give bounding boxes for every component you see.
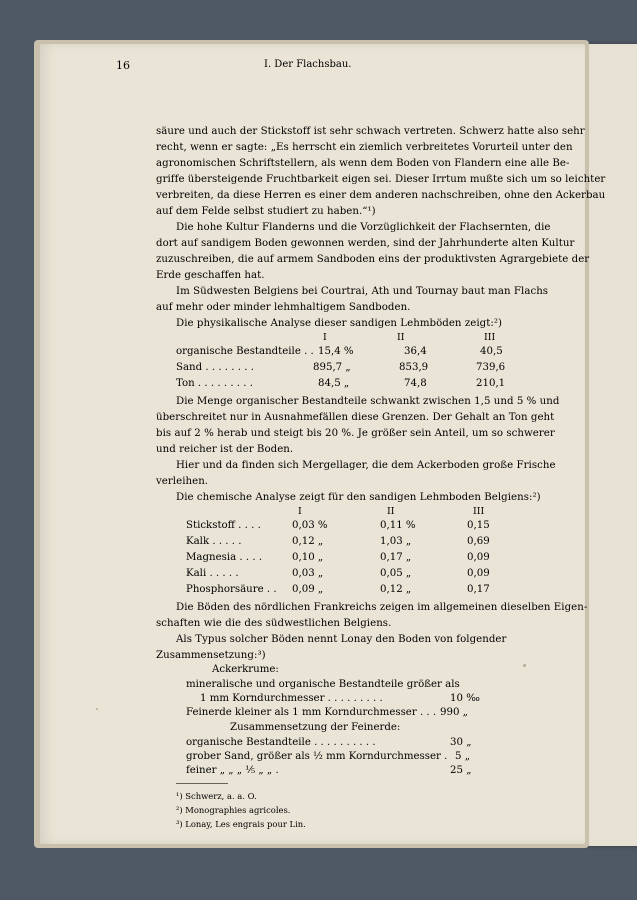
table-cell: 0,12 „ — [380, 584, 412, 595]
composition-value: 990 „ — [440, 707, 468, 718]
text-line: säure und auch der Stickstoff ist sehr schwach vertreten. Schwerz hatte also sehr — [156, 126, 585, 137]
text-line: dort auf sandigem Boden gewonnen werden, sind der Jahrhunderte alten Kultur — [156, 238, 575, 249]
table-cell: 0,12 „ — [292, 536, 324, 547]
text-line: Im Südwesten Belgiens bei Courtrai, Ath und Tournay baut man Flachs — [176, 286, 549, 297]
table-row-label: Phosphorsäure . . — [186, 584, 277, 595]
table-cell: 1,03 „ — [380, 536, 412, 547]
table-cell: 0,09 — [467, 552, 490, 563]
page-header — [116, 59, 516, 75]
table-cell: 210,1 — [476, 378, 506, 389]
column-header: III — [473, 506, 485, 517]
composition-value: 10 ‰ — [450, 693, 480, 704]
table-row-label: Kalk . . . . . — [186, 536, 242, 547]
table-cell: 895,7 „ — [313, 362, 351, 373]
text-line: auf dem Felde selbst studiert zu haben.“¹) — [156, 206, 376, 217]
footnote-rule — [176, 783, 228, 784]
table-cell: 739,6 — [476, 362, 506, 373]
text-line: griffe übersteigende Fruchtbarkeit eigen sei. Dieser Irrtum mußte sich um so leichter — [156, 174, 606, 185]
composition-heading: Ackerkrume: — [212, 664, 279, 675]
text-line: agronomischen Schriftstellern, als wenn dem Boden von Flandern eine alle Be- — [156, 158, 570, 169]
table-cell: 0,09 — [467, 568, 490, 579]
footnote: ²) Monographies agricoles. — [176, 805, 291, 815]
paper-speck — [523, 664, 526, 667]
column-header: II — [387, 506, 395, 517]
table-row-label: Stickstoff . . . . — [186, 520, 261, 531]
text-line: überschreitet nur in Ausnahmefällen diese Grenzen. Der Gehalt an Ton geht — [156, 412, 555, 423]
running-head: I. Der Flachsbau. — [264, 59, 352, 70]
text-line: und reicher ist der Boden. — [156, 444, 294, 455]
text-line: bis auf 2 % herab und steigt bis 20 %. Je größer sein Anteil, um so schwerer — [156, 428, 555, 439]
composition-row-label: Feinerde kleiner als 1 mm Korndurchmesser . . . — [186, 707, 437, 718]
table-cell: 15,4 % — [318, 346, 354, 357]
text-line: verleihen. — [156, 476, 209, 487]
composition-subheading: Zusammensetzung der Feinerde: — [230, 722, 401, 733]
table-cell: 84,5 „ — [318, 378, 350, 389]
table-row-label: Kali . . . . . — [186, 568, 239, 579]
table-cell: 853,9 — [399, 362, 429, 373]
composition-row-label: grober Sand, größer als ½ mm Korndurchmesser . — [186, 751, 448, 762]
table-cell: 0,03 % — [292, 520, 328, 531]
composition-row-label: organische Bestandteile . . . . . . . . . . — [186, 737, 376, 748]
table-cell: 0,69 — [467, 536, 490, 547]
column-header: I — [298, 506, 302, 517]
column-header: I — [323, 332, 327, 343]
table-cell: 40,5 — [480, 346, 503, 357]
table-cell: 0,03 „ — [292, 568, 324, 579]
table-cell: 0,17 „ — [380, 552, 412, 563]
text-line: Die chemische Analyse zeigt für den sandigen Lehmboden Belgiens:²) — [176, 492, 541, 503]
composition-value: 30 „ — [450, 737, 472, 748]
column-header: III — [484, 332, 496, 343]
composition-row-label: 1 mm Korndurchmesser . . . . . . . . . — [200, 693, 383, 704]
composition-row-label: feiner „ „ „ ⅕ „ „ . — [186, 765, 279, 776]
table-row-label: Sand . . . . . . . . — [176, 362, 254, 373]
table-row-label: Ton . . . . . . . . . — [176, 378, 253, 389]
table-cell: 0,15 — [467, 520, 490, 531]
table-cell: 36,4 — [404, 346, 427, 357]
text-line: Die Böden des nördlichen Frankreichs zeigen im allgemeinen dieselben Eigen- — [176, 602, 588, 613]
table-row-label: Magnesia . . . . — [186, 552, 263, 563]
table-cell: 0,10 „ — [292, 552, 324, 563]
composition-row-label: mineralische und organische Bestandteile größer als — [186, 679, 460, 690]
text-line: verbreiten, da diese Herren es einer dem anderen nachschreiben, ohne den Ackerbau — [156, 190, 606, 201]
paper-speck — [96, 708, 98, 710]
text-line: Erde geschaffen hat. — [156, 270, 265, 281]
table-cell: 0,17 — [467, 584, 490, 595]
table-cell: 0,09 „ — [292, 584, 324, 595]
text-line: Die hohe Kultur Flanderns und die Vorzüglichkeit der Flachsernten, die — [176, 222, 551, 233]
text-line: Die Menge organischer Bestandteile schwankt zwischen 1,5 und 5 % und — [176, 396, 560, 407]
text-line: Als Typus solcher Böden nennt Lonay den Boden von folgender — [176, 634, 507, 645]
text-line: Hier und da finden sich Mergellager, die dem Ackerboden große Frische — [176, 460, 556, 471]
text-line: recht, wenn er sagte: „Es herrscht ein ziemlich verbreitetes Vorurteil unter den — [156, 142, 573, 153]
composition-value: 25 „ — [450, 765, 472, 776]
column-header: II — [397, 332, 405, 343]
composition-value: 5 „ — [455, 751, 470, 762]
text-line: auf mehr oder minder lehmhaltigem Sandboden. — [156, 302, 411, 313]
table-cell: 0,11 % — [380, 520, 416, 531]
page-number: 16 — [116, 59, 130, 72]
text-line: zuzuschreiben, die auf armem Sandboden eins der produktivsten Agrargebiete der — [156, 254, 590, 265]
table-cell: 0,05 „ — [380, 568, 412, 579]
text-line: schaften wie die des südwestlichen Belgiens. — [156, 618, 392, 629]
table-row-label: organische Bestandteile . . — [176, 346, 314, 357]
footnote: ¹) Schwerz, a. a. O. — [176, 791, 257, 801]
next-page-edge — [586, 44, 637, 846]
text-line: Zusammensetzung:³) — [156, 650, 266, 661]
footnote: ³) Lonay, Les engrais pour Lin. — [176, 819, 306, 829]
table-cell: 74,8 — [404, 378, 427, 389]
text-line: Die physikalische Analyse dieser sandigen Lehmböden zeigt:²) — [176, 318, 502, 329]
